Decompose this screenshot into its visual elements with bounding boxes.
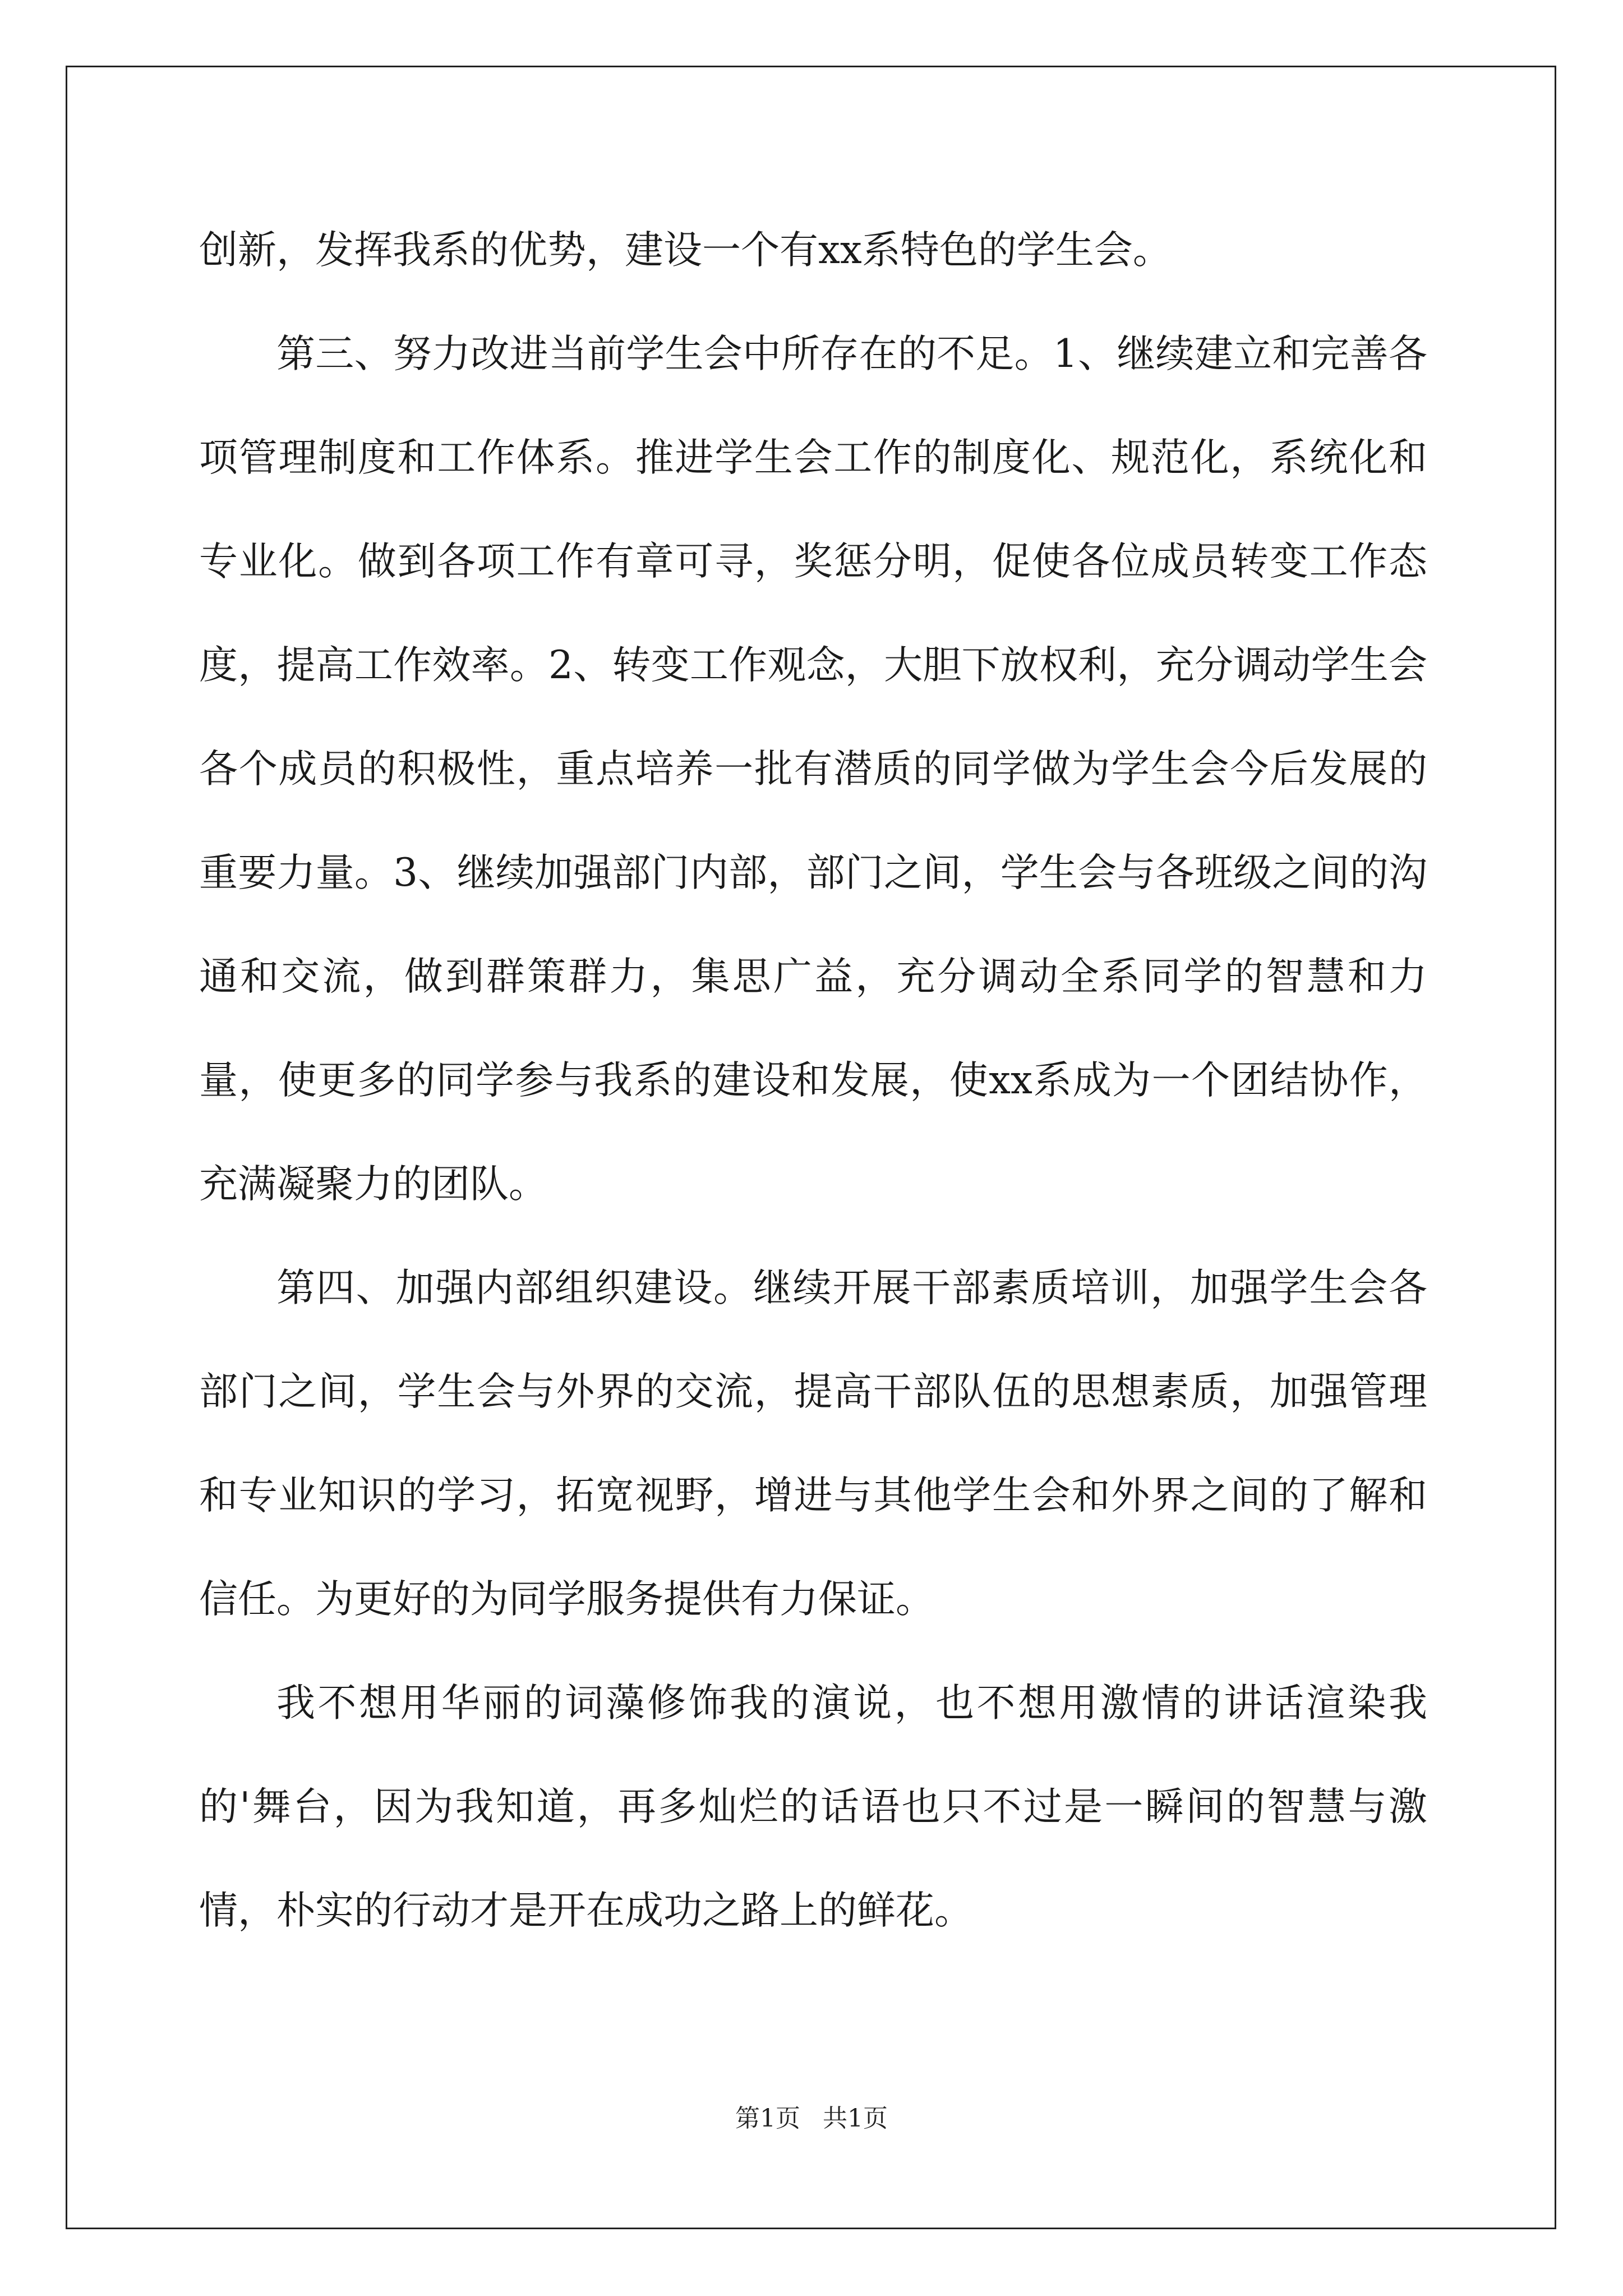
paragraph-1: 创新，发挥我系的优势，建设一个有xx系特色的学生会。 [199,228,1172,273]
page-footer [0,2098,1623,2134]
document-body [199,199,1427,1963]
paragraph-3: 第四、加强内部组织建设。继续开展干部素质培训，加强学生会各部门之间，学生会与外界的交流，提高干部队伍的思想素质，加强管理和专业知识的学习，拓宽视野，增进与其他学生会和外界之间的了解和信任。为更好的为同学服务提供有力保证。 [199,1266,1427,1622]
paragraph-2: 第三、努力改进当前学生会中所存在的不足。1、继续建立和完善各项管理制度和工作体系。推进学生会工作的制度化、规范化，系统化和专业化。做到各项工作有章可寻，奖惩分明，促使各位成员转变工作态度，提高工作效率。2、转变工作观念，大胆下放权利，充分调动学生会各个成员的积极性，重点培养一批有潜质的同学做为学生会今后发展的重要力量。3、继续加强部门内部，部门之间，学生会与各班级之间的沟通和交流，做到群策群力，集思广益，充分调动全系同学的智慧和力量，使更多的同学参与我系的建设和发展，使xx系成为一个团结协作，充满凝聚力的团队。 [199,332,1427,1207]
page-total: 共1页 [823,2104,888,2133]
paragraph-4: 我不想用华丽的词藻修饰我的演说，也不想用激情的讲话渲染我的'舞台，因为我知道，再多灿烂的话语也只不过是一瞬间的智慧与激情，朴实的行动才是开在成功之路上的鲜花。 [199,1681,1427,1933]
page-number: 第1页 [735,2104,800,2133]
